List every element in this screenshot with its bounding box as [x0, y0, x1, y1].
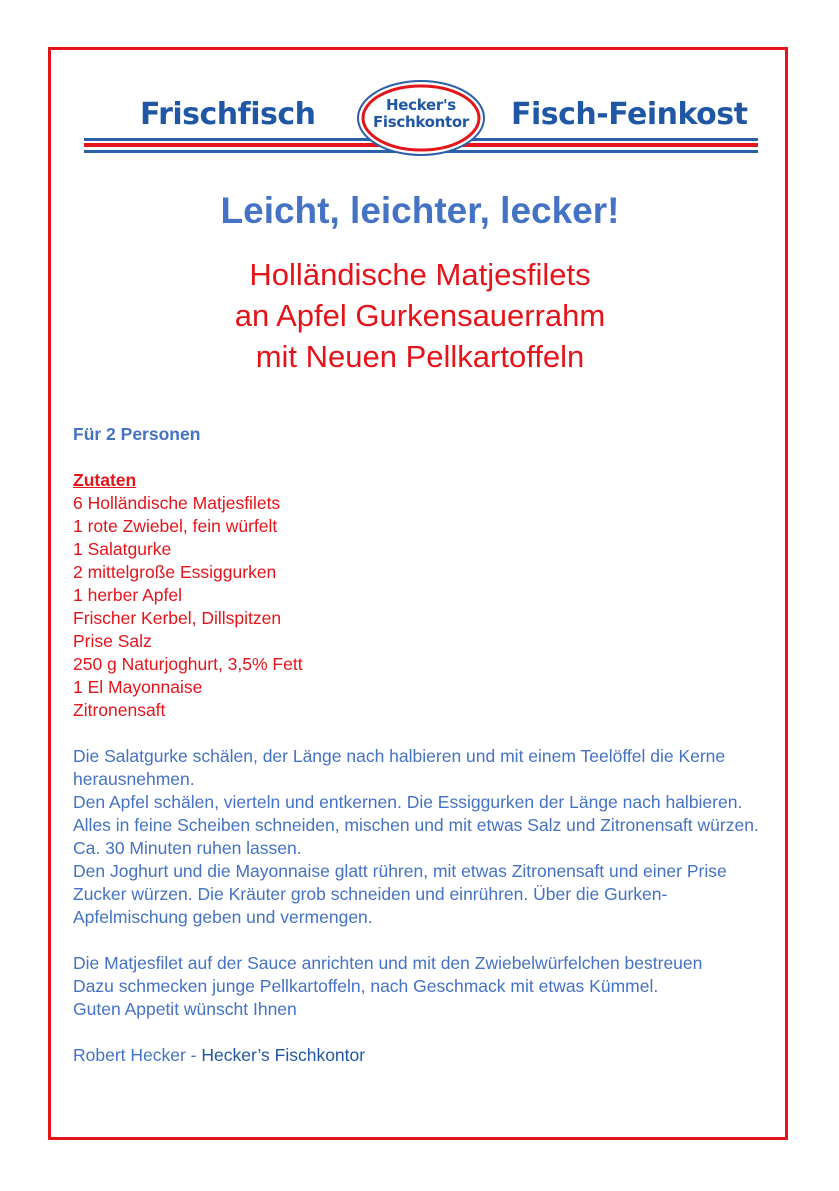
logo-line-1: Hecker's: [386, 96, 456, 114]
ingredients-heading: Zutaten: [73, 470, 137, 490]
subtitle-line-2: an Apfel Gurkensauerrahm: [234, 298, 606, 333]
instruction-step: Den Apfel schälen, vierteln und entkernen. Die Essiggurken der Länge nach halbieren.: [73, 792, 743, 812]
signature-brand: Hecker’s Fischkontor: [201, 1045, 366, 1065]
serving-line: Die Matjesfilet auf der Sauce anrichten und mit den Zwiebelwürfelchen bestreuen: [73, 953, 703, 973]
ingredient-item: 2 mittelgroße Essiggurken: [73, 562, 277, 582]
signature-name: Robert Hecker -: [73, 1045, 202, 1065]
instruction-step: Den Joghurt und die Mayonnaise glatt rühren, mit etwas Zitronensaft und einer Prise Zucker würzen. Die Kräuter grob schneiden und einrühren. Über die Gurken-Apfelmischung geben und vermengen.: [73, 861, 727, 927]
logo-line-2: Fischkontor: [372, 113, 470, 131]
ingredient-item: 1 rote Zwiebel, fein würfelt: [73, 516, 278, 536]
recipe-subtitle: [50, 254, 790, 377]
fischkontor-logo: [356, 79, 486, 157]
subtitle-line-1: Holländische Matjesfilets: [249, 257, 591, 292]
ingredient-item: Prise Salz: [73, 631, 152, 651]
instruction-step: Die Salatgurke schälen, der Länge nach halbieren und mit einem Teelöffel die Kerne herausnehmen.: [73, 746, 726, 789]
signature: [73, 1044, 778, 1067]
serving-line: Dazu schmecken junge Pellkartoffeln, nach Geschmack mit etwas Kümmel.: [73, 976, 659, 996]
ingredient-item: 1 herber Apfel: [73, 585, 182, 605]
recipe-body: [73, 423, 778, 1067]
serving-line: Guten Appetit wünscht Ihnen: [73, 999, 297, 1019]
header-right-word: Fisch-Feinkost: [511, 97, 748, 132]
instruction-step: Alles in feine Scheiben schneiden, mischen und mit etwas Salz und Zitronensaft würzen. Ca. 30 Minuten ruhen lassen.: [73, 815, 759, 858]
ingredient-item: Frischer Kerbel, Dillspitzen: [73, 608, 282, 628]
subtitle-line-3: mit Neuen Pellkartoffeln: [255, 339, 585, 374]
ingredient-item: 6 Holländische Matjesfilets: [73, 493, 281, 513]
servings-label: Für 2 Personen: [73, 424, 201, 444]
instructions: [73, 745, 778, 929]
brand-header: [84, 78, 758, 160]
ingredient-item: 1 El Mayonnaise: [73, 677, 203, 697]
header-left-word: Frischfisch: [140, 97, 316, 132]
ingredient-item: 1 Salatgurke: [73, 539, 172, 559]
ingredients-list: [73, 469, 778, 722]
serving-notes: [73, 952, 778, 1021]
page-title: Leicht, leichter, lecker!: [220, 190, 620, 231]
ingredient-item: 250 g Naturjoghurt, 3,5% Fett: [73, 654, 303, 674]
ingredient-item: Zitronensaft: [73, 700, 166, 720]
logo-text: [356, 97, 486, 131]
